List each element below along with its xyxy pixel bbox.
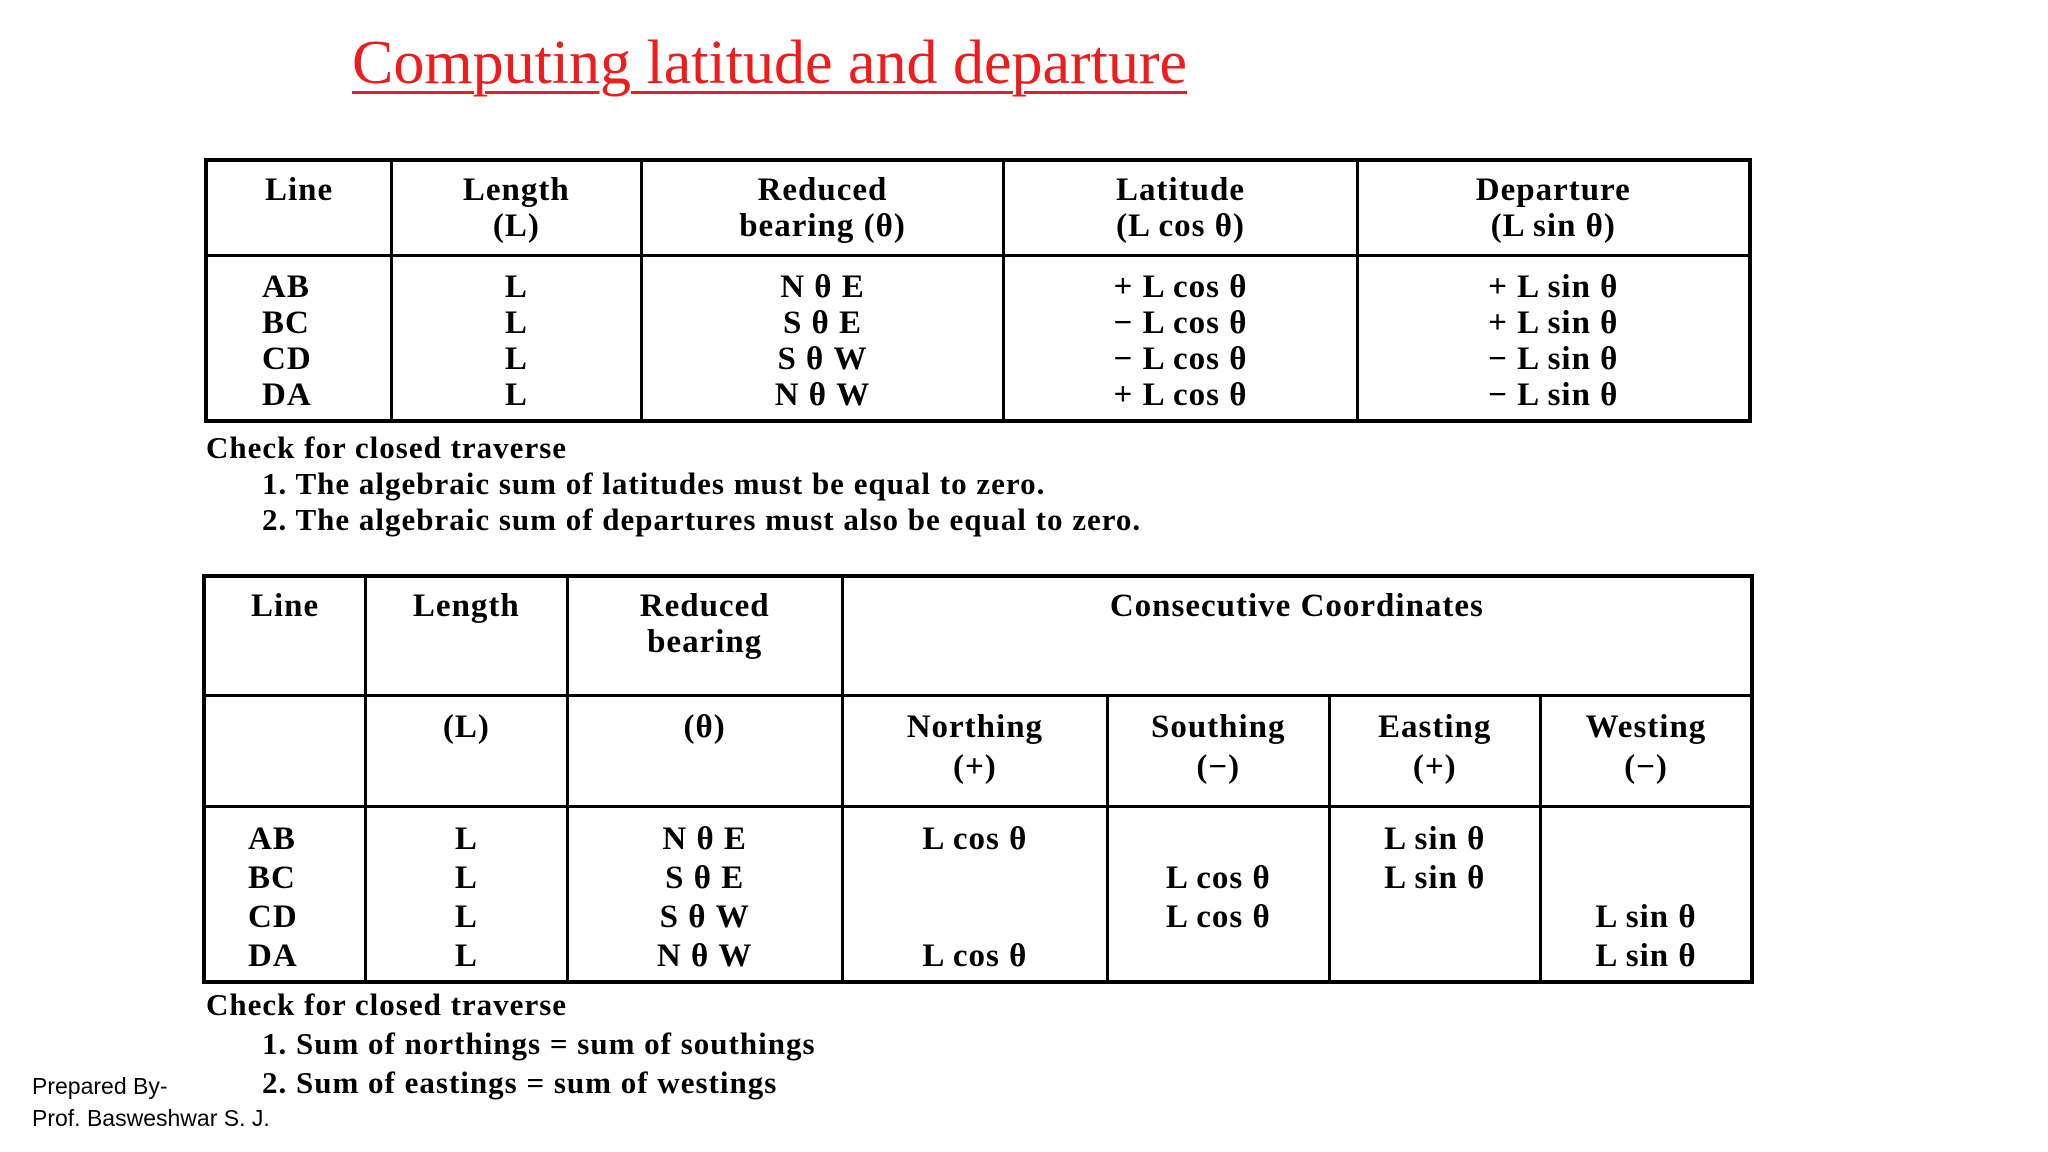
- check-item: 2. The algebraic sum of departures must also be equal to zero.: [262, 502, 1142, 537]
- southing-value: [1109, 937, 1328, 976]
- header-latitude: Latitude (L cos θ): [1004, 160, 1357, 256]
- line-label: BC: [248, 860, 296, 896]
- column-southing: [1108, 807, 1330, 983]
- column-lengths: [392, 256, 641, 422]
- departure-value: − L sin θ: [1488, 377, 1619, 413]
- header-length: Length: [366, 576, 567, 696]
- credit-name: Prof. Basweshwar S. J.: [32, 1105, 270, 1131]
- header-consecutive-coordinates: Consecutive Coordinates: [842, 576, 1752, 696]
- bearing-value: N θ E: [662, 821, 747, 857]
- header-length-symbol: (L): [366, 696, 567, 807]
- line-label: CD: [262, 341, 312, 377]
- closed-traverse-check-1: [206, 430, 1141, 538]
- header-reduced-bearing: Reduced bearing: [567, 576, 842, 696]
- latitude-value: + L cos θ: [1113, 377, 1248, 413]
- line-label: DA: [262, 377, 312, 413]
- line-label: AB: [262, 269, 310, 305]
- author-credit: [32, 1070, 270, 1134]
- length-value: L: [454, 938, 478, 974]
- latitude-value: − L cos θ: [1113, 305, 1248, 341]
- westing-value: [1542, 820, 1750, 859]
- latitude-value: − L cos θ: [1113, 341, 1248, 377]
- check-heading: Check for closed traverse: [206, 430, 568, 465]
- bearing-value: N θ W: [774, 377, 871, 413]
- column-departures: [1357, 256, 1750, 422]
- check-heading: Check for closed traverse: [206, 987, 568, 1022]
- column-northing: [842, 807, 1107, 983]
- table2-body-row: [204, 807, 1752, 983]
- bearing-value: S θ E: [665, 860, 745, 896]
- table1-body-row: [206, 256, 1750, 422]
- column-bearings: [567, 807, 842, 983]
- header-blank: [204, 696, 366, 807]
- southing-value: [1109, 820, 1328, 859]
- northing-value: L cos θ: [922, 821, 1028, 857]
- easting-value: [1331, 937, 1539, 976]
- line-label: DA: [248, 938, 298, 974]
- bearing-value: N θ W: [656, 938, 753, 974]
- header-departure: Departure (L sin θ): [1357, 160, 1750, 256]
- length-value: L: [454, 899, 478, 935]
- check-item: 1. Sum of northings = sum of southings: [262, 1026, 816, 1061]
- latitude-departure-table: [204, 158, 1752, 423]
- length-value: L: [454, 860, 478, 896]
- check-item: 2. Sum of eastings = sum of westings: [262, 1065, 778, 1100]
- bearing-value: S θ E: [782, 305, 863, 341]
- bearing-value: S θ W: [659, 899, 750, 935]
- easting-value: L sin θ: [1384, 821, 1486, 857]
- westing-value: L sin θ: [1595, 899, 1697, 935]
- closed-traverse-check-2: [206, 985, 816, 1102]
- line-label: CD: [248, 899, 298, 935]
- length-value: L: [454, 821, 478, 857]
- table2-header-row-2: [204, 696, 1752, 807]
- easting-value: L sin θ: [1384, 860, 1486, 896]
- length-value: L: [504, 269, 528, 305]
- column-lines: [206, 256, 392, 422]
- column-lines: [204, 807, 366, 983]
- header-westing: Westing (−): [1540, 696, 1752, 807]
- column-bearings: [641, 256, 1004, 422]
- header-line: Line: [206, 160, 392, 256]
- departure-value: + L sin θ: [1488, 269, 1619, 305]
- consecutive-coordinates-table: [202, 574, 1754, 984]
- bearing-value: S θ W: [777, 341, 868, 377]
- header-northing: Northing (+): [842, 696, 1107, 807]
- northing-value: [844, 898, 1106, 937]
- header-reduced-bearing: Reduced bearing (θ): [641, 160, 1004, 256]
- table1-header-row: [206, 160, 1750, 256]
- header-easting: Easting (+): [1329, 696, 1540, 807]
- westing-value: L sin θ: [1595, 938, 1697, 974]
- latitude-value: + L cos θ: [1113, 269, 1248, 305]
- departure-value: + L sin θ: [1488, 305, 1619, 341]
- check-item: 1. The algebraic sum of latitudes must be equal to zero.: [262, 466, 1046, 501]
- westing-value: [1542, 859, 1750, 898]
- column-latitudes: [1004, 256, 1357, 422]
- table2-header-row-1: [204, 576, 1752, 696]
- header-length: Length (L): [392, 160, 641, 256]
- southing-value: L cos θ: [1165, 899, 1271, 935]
- length-value: L: [504, 341, 528, 377]
- departure-value: − L sin θ: [1488, 341, 1619, 377]
- header-bearing-symbol: (θ): [567, 696, 842, 807]
- length-value: L: [504, 377, 528, 413]
- line-label: BC: [262, 305, 310, 341]
- northing-value: L cos θ: [922, 938, 1028, 974]
- line-label: AB: [248, 821, 296, 857]
- header-line: Line: [204, 576, 366, 696]
- credit-label: Prepared By-: [32, 1073, 168, 1099]
- column-easting: [1329, 807, 1540, 983]
- southing-value: L cos θ: [1165, 860, 1271, 896]
- column-westing: [1540, 807, 1752, 983]
- header-southing: Southing (−): [1108, 696, 1330, 807]
- column-lengths: [366, 807, 567, 983]
- easting-value: [1331, 898, 1539, 937]
- bearing-value: N θ E: [780, 269, 865, 305]
- length-value: L: [504, 305, 528, 341]
- northing-value: [844, 859, 1106, 898]
- slide-title: Computing latitude and departure: [352, 29, 1188, 97]
